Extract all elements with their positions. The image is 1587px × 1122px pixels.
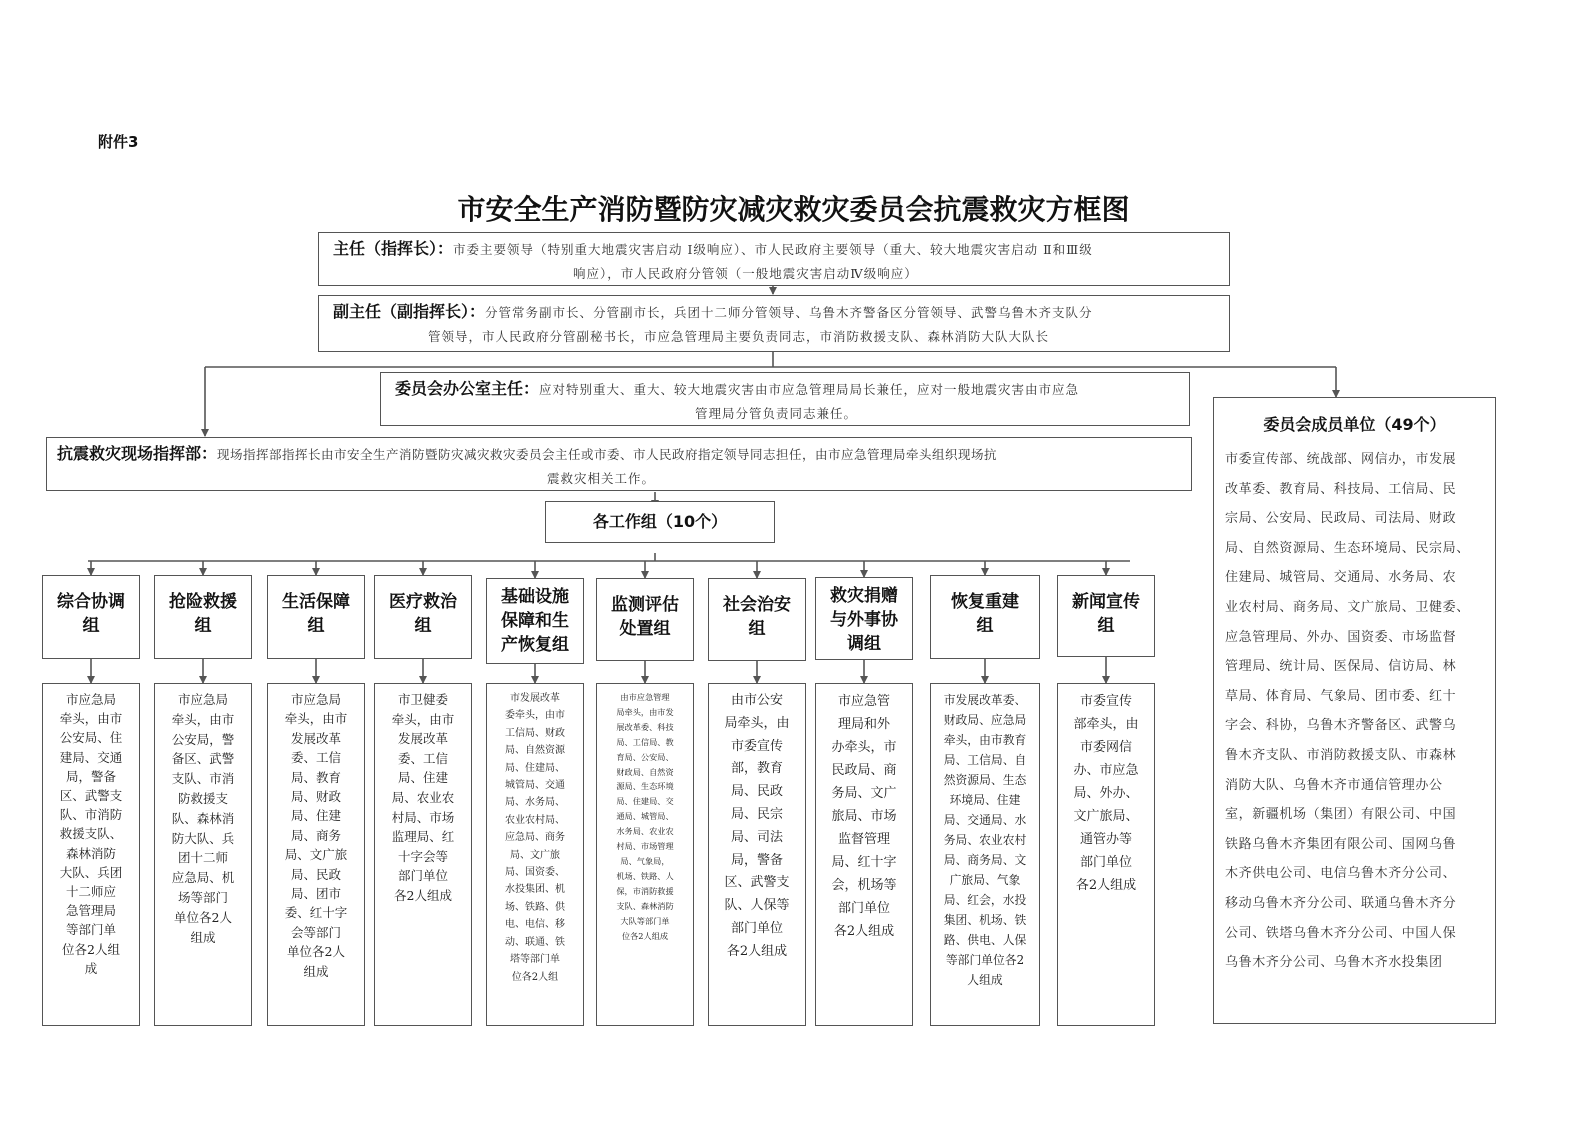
field-command-label: 抗震救灾现场指挥部： (57, 444, 218, 463)
group-name-box (708, 578, 806, 661)
member-line: 鲁木齐支队、市消防救援支队、市森林 (1225, 747, 1457, 763)
group-members-box (1057, 683, 1155, 1026)
group-members-text: 市发展改革委、 财政局、应急局 牵头，由市教育 局、工信局、自 然资源局、生态 环境局、住建 局、交通局、水 务局、农业农村 局、商务局、文 广旅局、气象 局、红会，水投 集团、机场、铁 路、供电、人保 等部门单位各2 人组成 (943, 693, 1027, 987)
group-name: 综合协调 组 (57, 592, 125, 636)
member-line: 市委宣传部、统战部、网信办，市发展 (1225, 452, 1457, 467)
office-text-line1: 应对特别重大、重大、较大地震灾害由市应急管理局局长兼任，应对一般地震灾害由市应急 (539, 382, 1080, 397)
group-name-box (374, 575, 472, 659)
group-name: 基础设施 保障和生 产恢复组 (501, 587, 569, 655)
attachment-label: 附件3 (98, 133, 139, 151)
group-name: 新闻宣传 组 (1072, 592, 1140, 636)
group-members-text: 市发展改革 委牵头，由市 工信局、财政 局、自然资源 局、住建局、 城管局、交通 局、水务局、 农业农村局、 应急局、商务 局、文广旅 局、国资委、 水投集团、机 场、铁路、供 电、电信、移 动、联通、铁 塔等部门单 位各2人组 (505, 693, 565, 983)
member-line: 应急管理局、外办、国资委、市场监督 (1225, 629, 1457, 645)
director-text-line2: 响应），市人民政府分管领（一般地震灾害启动Ⅳ级响应） (573, 266, 918, 281)
group-name: 抢险救援 组 (169, 592, 237, 636)
member-line: 木齐供电公司、电信乌鲁木齐分公司、 (1225, 866, 1457, 882)
group-members-box (596, 683, 694, 1026)
group-name: 生活保障 组 (282, 592, 350, 636)
deputy-label: 副主任（副指挥长）： (333, 302, 486, 321)
deputy-box (318, 295, 1230, 352)
member-line: 局、自然资源局、生态环境局、民宗局、 (1225, 540, 1470, 556)
office-box (380, 372, 1190, 426)
office-text-line2: 管理局分管负责同志兼任。 (695, 406, 858, 421)
member-line: 字会、科协，乌鲁木齐警备区、武警乌 (1225, 718, 1457, 734)
member-line: 移动乌鲁木齐分公司、联通乌鲁木齐分 (1225, 895, 1457, 911)
groups-header: 各工作组（10个） (545, 501, 775, 543)
group-members-box (486, 683, 584, 1026)
group-members-text: 市应急管 理局和外 办牵头，市 民政局、商 务局、文广 旅局、市场 监督管理 局、红十字 会，机场等 部门单位 各2人组成 (831, 694, 897, 939)
group-members-box (708, 683, 806, 1026)
group-members-text: 市委宣传 部牵头，由 市委网信 办、市应急 局、外办、 文广旅局、 通管办等 部门单位 各2人组成 (1073, 694, 1139, 893)
group-members-box (154, 683, 252, 1026)
group-name-box (154, 575, 252, 659)
member-line: 改革委、教育局、科技局、工信局、民 (1225, 481, 1457, 497)
director-label: 主任（指挥长）： (333, 239, 454, 258)
deputy-text-line1: 分管常务副市长、分管副市长，兵团十二师分管领导、乌鲁木齐警备区分管领导、武警乌鲁木齐支队分 (485, 305, 1093, 320)
group-members-text: 市应急局 牵头，由市 公安局、住 建局、交通 局，警备 区、武警支 队、市消防 救援支队、 森林消防 大队、兵团 十二师应 急管理局 等部门单 位各2人组 成 (59, 692, 123, 976)
group-name: 恢复重建 组 (951, 592, 1019, 636)
deputy-text-line2: 管领导，市人民政府分管副秘书长，市应急管理局主要负责同志，市消防救援支队、森林消防大队大队长 (428, 329, 1050, 344)
group-members-box (374, 683, 472, 1026)
members-list (1225, 445, 1495, 978)
member-line: 铁路乌鲁木齐集团有限公司、国网乌鲁 (1225, 836, 1457, 852)
group-members-text: 市应急局 牵头，由市 发展改革 委、工信 局、教育 局、财政 局、住建 局、商务 局、文广旅 局、民政 局、团市 委、红十字 会等部门 单位各2人 组成 (284, 692, 348, 979)
field-command-box (46, 437, 1192, 491)
group-name-box (267, 575, 365, 659)
office-label: 委员会办公室主任： (395, 379, 540, 398)
member-line: 乌鲁木齐分公司、乌鲁木齐水投集团 (1225, 955, 1443, 971)
members-title: 委员会成员单位（49个） (1263, 415, 1446, 434)
member-line: 宗局、公安局、民政局、司法局、财政 (1225, 511, 1457, 527)
group-members-box (42, 683, 140, 1026)
group-name: 社会治安 组 (723, 595, 791, 639)
member-line: 公司、铁塔乌鲁木齐分公司、中国人保 (1225, 925, 1457, 941)
member-line: 草局、体育局、气象局、团市委、红十 (1225, 688, 1457, 704)
group-name-box (815, 577, 913, 660)
member-line: 住建局、城管局、交通局、水务局、农 (1225, 570, 1457, 586)
group-members-box (930, 683, 1040, 1026)
group-members-text: 市应急局 牵头，由市 公安局，警 备区、武警 支队、市消 防救援支 队、森林消 防大队、兵 团十二师 应急局、机 场等部门 单位各2人 组成 (171, 692, 235, 945)
group-name: 监测评估 处置组 (611, 595, 679, 639)
group-name-box (486, 578, 584, 664)
director-text-line1: 市委主要领导（特别重大地震灾害启动 Ⅰ级响应）、市人民政府主要领导（重大、较大地震灾害启动 Ⅱ和Ⅲ级 (453, 242, 1093, 257)
group-members-text: 由市应急管理 局牵头，由市发 展改革委、科技 局、工信局、教 育局、公安局、 财政局、自然资 源局、生态环境 局、住建局、交 通局、城管局、 水务局、农业农 村局、市场管理 局、气象局， 机场、铁路、人 保，市消防救援 支队、森林消防 大队等部门单 位各2人组成 (616, 692, 674, 941)
group-members-box (267, 683, 365, 1026)
director-box (318, 232, 1230, 286)
group-members-text: 市卫健委 牵头，由市 发展改革 委、工信 局、住建 局、农业农 村局、市场 监理局、红 十字会等 部门单位 各2人组成 (391, 692, 455, 903)
member-line: 消防大队、乌鲁木齐市通信管理办公 (1225, 777, 1443, 793)
group-name-box (930, 575, 1040, 659)
group-name: 医疗救治 组 (389, 592, 457, 636)
group-members-box (815, 683, 913, 1026)
field-command-text-line1: 现场指挥部指挥长由市安全生产消防暨防灾减灾救灾委员会主任或市委、市人民政府指定领导同志担任，由市应急管理局牵头组织现场抗 (217, 447, 998, 462)
member-line: 室，新疆机场（集团）有限公司、中国 (1225, 807, 1457, 823)
group-name: 救灾捐赠 与外事协 调组 (830, 586, 898, 654)
group-name-box (596, 578, 694, 661)
member-line: 业农村局、商务局、文广旅局、卫健委、 (1225, 599, 1470, 615)
page-title: 市安全生产消防暨防灾减灾救灾委员会抗震救灾方框图 (457, 193, 1130, 226)
group-name-box (1057, 575, 1155, 657)
group-members-text: 由市公安 局牵头，由 市委宣传 部，教育 局、民政 局、民宗 局、司法 局，警备 区、武警支 队、人保等 部门单位 各2人组成 (724, 693, 790, 959)
members-box (1213, 397, 1496, 1024)
field-command-text-line2: 震救灾相关工作。 (547, 471, 656, 486)
group-name-box (42, 575, 140, 659)
member-line: 管理局、统计局、医保局、信访局、林 (1225, 659, 1457, 675)
